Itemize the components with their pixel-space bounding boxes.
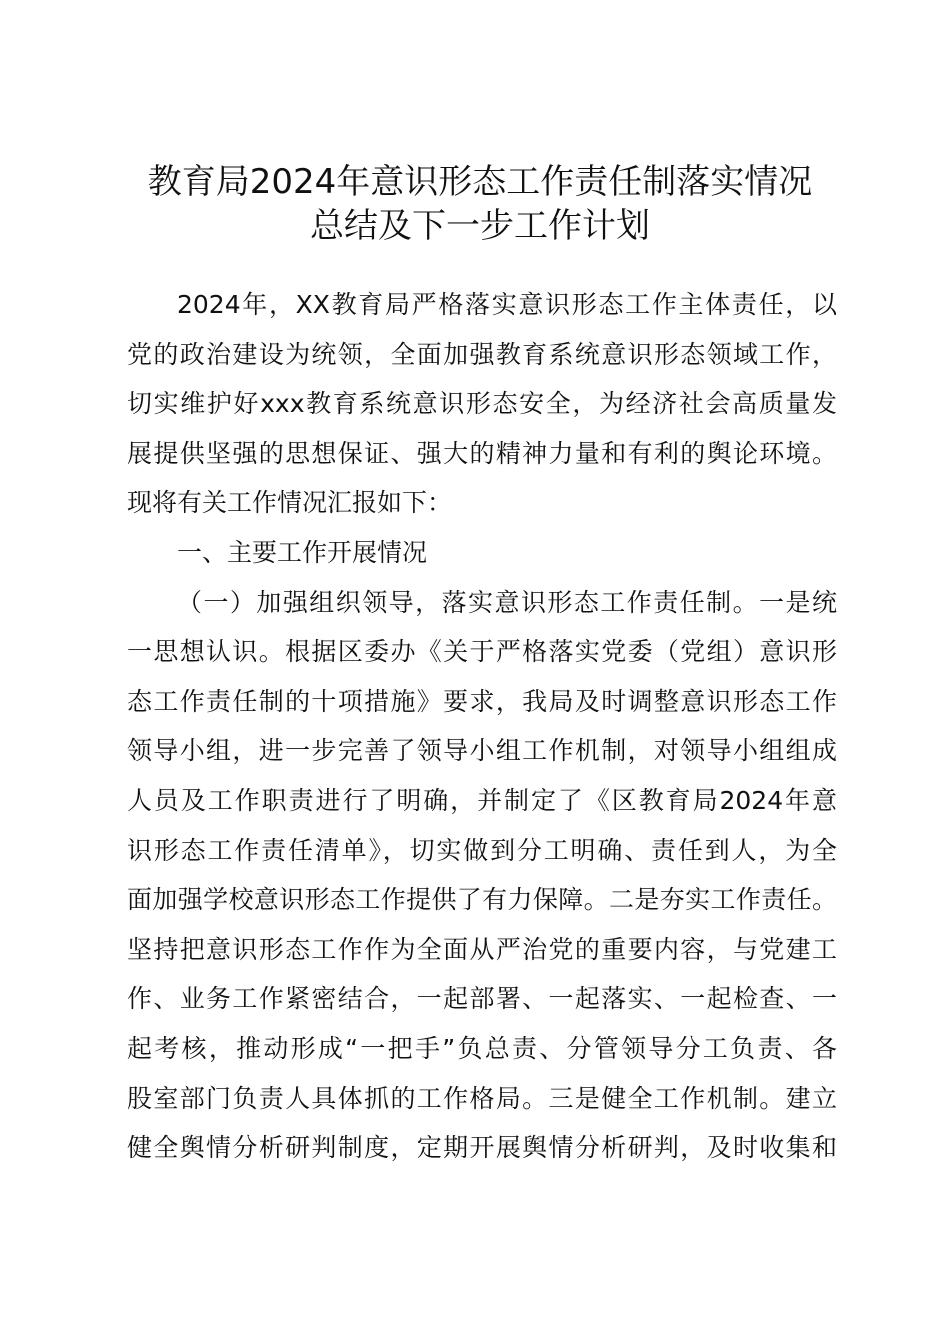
text-line: 面加强学校意识形态工作提供了有力保障。二是夯实工作责任。 [127,885,837,915]
text-line: （一）加强组织领导，落实意识形态工作责任制。一是统 [177,587,837,617]
body-paragraph [127,578,837,1173]
text-line: 股室部门负责人具体抓的工作格局。三是健全工作机制。建立 [127,1083,837,1113]
title-line: 总结及下一步工作计划 [310,206,650,246]
section-heading-text: 一、主要工作开展情况 [177,537,428,567]
document-title [110,160,850,248]
text-line: 起考核，推动形成“一把手”负总责、分管领导分工负责、各 [127,1033,837,1063]
text-line: 展提供坚强的思想保证、强大的精神力量和有利的舆论环境。 [127,438,837,468]
text-line: 识形态工作责任清单》，切实做到分工明确、责任到人，为全 [127,835,837,865]
text-line: 切实维护好xxx教育系统意识形态安全，为经济社会高质量发 [127,389,837,419]
text-line: 领导小组，进一步完善了领导小组工作机制，对领导小组组成 [127,736,837,766]
text-line: 人员及工作职责进行了明确，并制定了《区教育局2024年意 [127,785,837,815]
section-heading [127,528,837,578]
text-line: 一思想认识。根据区委办《关于严格落实党委（党组）意识形 [127,637,837,667]
document-body [127,280,837,1173]
text-line: 党的政治建设为统领，全面加强教育系统意识形态领域工作， [127,339,837,369]
text-line: 作、业务工作紧密结合，一起部署、一起落实、一起检查、一 [127,984,837,1014]
title-line: 教育局2024年意识形态工作责任制落实情况 [147,162,813,202]
text-line: 2024年，XX教育局严格落实意识形态工作主体责任，以 [177,290,837,319]
text-line: 坚持把意识形态工作作为全面从严治党的重要内容，与党建工 [127,934,837,964]
text-line: 健全舆情分析研判制度，定期开展舆情分析研判，及时收集和 [127,1133,837,1163]
text-line: 现将有关工作情况汇报如下： [127,488,453,518]
intro-paragraph [127,280,837,528]
text-line: 态工作责任制的十项措施》要求，我局及时调整意识形态工作 [127,686,837,716]
